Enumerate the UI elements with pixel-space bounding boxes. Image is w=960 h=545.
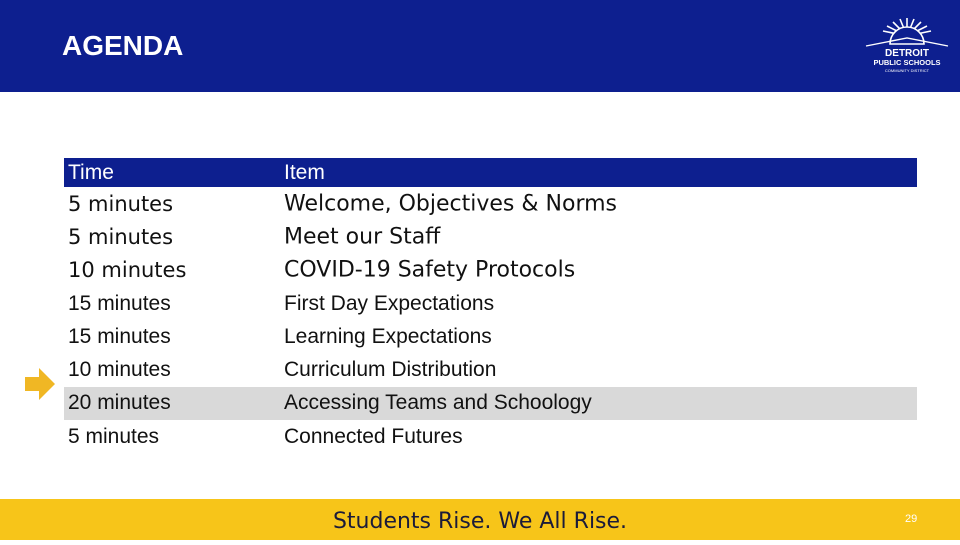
district-logo	[862, 14, 952, 76]
table-header-row	[64, 158, 917, 187]
row-time: 10 minutes	[68, 258, 187, 283]
row-time: 5 minutes	[68, 424, 160, 448]
column-header-item: Item	[284, 160, 325, 184]
footer-tagline: Students Rise. We All Rise.	[332, 509, 628, 534]
table-row	[64, 220, 917, 253]
row-item: Connected Futures	[284, 424, 463, 448]
logo-line-2: PUBLIC SCHOOLS	[873, 58, 941, 67]
table-row	[64, 320, 917, 353]
table-row	[64, 187, 917, 220]
row-item: Meet our Staff	[284, 224, 441, 250]
column-header-time: Time	[68, 160, 114, 184]
table-row	[64, 420, 917, 453]
row-item: Curriculum Distribution	[284, 358, 497, 382]
row-item: Welcome, Objectives & Norms	[284, 191, 618, 217]
row-item: Learning Expectations	[284, 324, 492, 348]
header-bar	[0, 0, 960, 92]
row-time: 10 minutes	[68, 358, 171, 382]
table-row	[64, 353, 917, 386]
footer-bar	[0, 499, 960, 540]
row-time: 15 minutes	[68, 291, 171, 315]
page-number: 29	[905, 513, 918, 525]
row-time: 5 minutes	[68, 224, 174, 249]
sunrise-logo-icon	[862, 14, 952, 76]
page-title: AGENDA	[62, 30, 184, 61]
row-item: First Day Expectations	[284, 291, 495, 315]
row-item: COVID-19 Safety Protocols	[284, 257, 576, 283]
logo-line-1: DETROIT	[885, 48, 929, 59]
table-row	[64, 254, 917, 287]
row-time: 20 minutes	[68, 391, 171, 415]
row-time: 5 minutes	[68, 191, 174, 216]
table-row-highlighted	[64, 387, 917, 420]
row-time: 15 minutes	[68, 324, 171, 348]
logo-line-3: COMMUNITY DISTRICT	[884, 68, 930, 73]
current-item-arrow-icon	[24, 365, 56, 403]
agenda-table	[64, 158, 917, 453]
row-item: Accessing Teams and Schoology	[284, 391, 592, 415]
table-row	[64, 287, 917, 320]
